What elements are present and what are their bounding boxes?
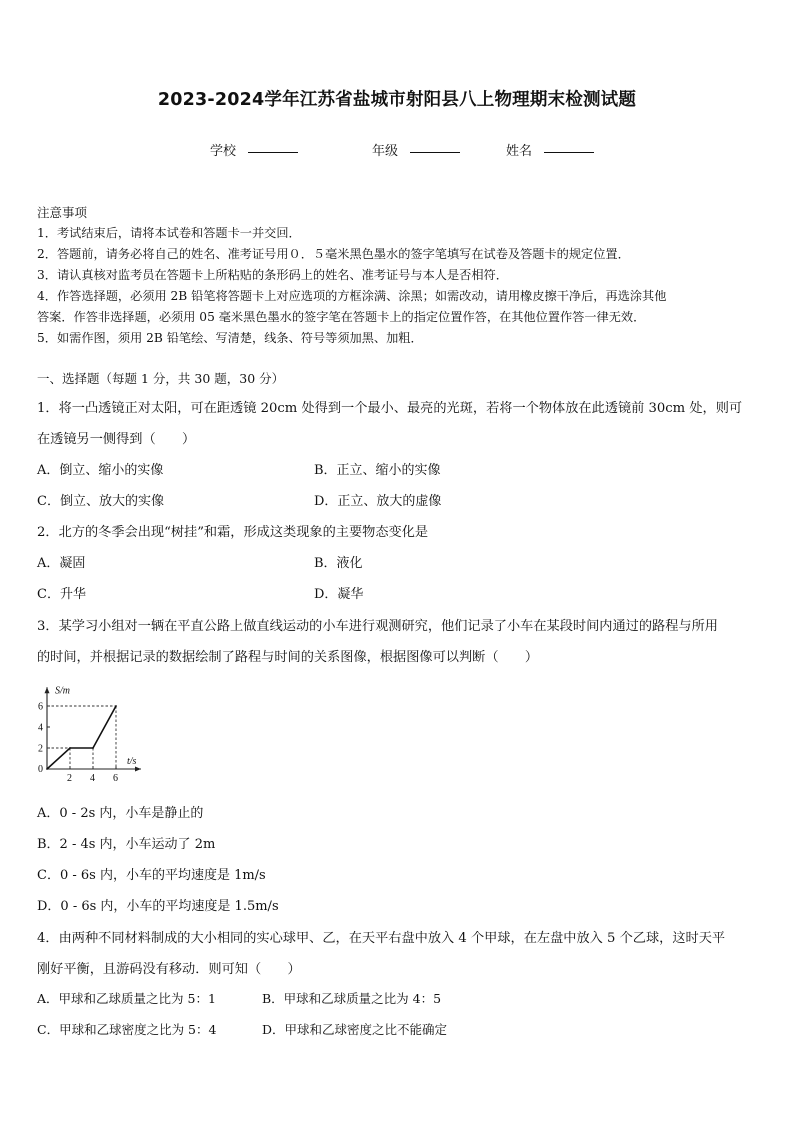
distance-time-chart bbox=[32, 672, 192, 782]
notice-item: 1．考试结束后，请将本试卷和答题卡一并交回． bbox=[37, 226, 301, 240]
y-tick-label: 6 bbox=[38, 701, 43, 713]
y-tick-label: 4 bbox=[38, 722, 43, 734]
notice-item: 答案．作答非选择题，必须用 05 毫米黑色墨水的签字笔在答题卡上的指定位置作答，在其他位置作答一律无效． bbox=[37, 310, 646, 324]
distance-time-line bbox=[47, 706, 116, 769]
y-axis-label: S/m bbox=[55, 685, 70, 697]
q2-option-a: A．凝固 bbox=[37, 556, 86, 571]
notice-item: 3．请认真核对监考员在答题卡上所粘贴的条形码上的姓名、准考证号与本人是否相符． bbox=[37, 268, 508, 282]
q1-option-a: A．倒立、缩小的实像 bbox=[37, 463, 164, 478]
school-label: 学校 bbox=[210, 144, 237, 159]
y-tick-label: 2 bbox=[38, 743, 43, 755]
notice-item: 2．答题前，请务必将自己的姓名、准考证号用０．５毫米黑色墨水的签字笔填写在试卷及答题卡的规定位置． bbox=[37, 247, 630, 261]
grade-label: 年级 bbox=[372, 144, 399, 159]
x-tick-label: 6 bbox=[113, 773, 118, 782]
name-blank bbox=[544, 140, 594, 153]
page-title: 2023-2024学年江苏省盐城市射阳县八上物理期末检测试题 bbox=[157, 90, 637, 110]
q3-option-b: B．2 - 4s 内，小车运动了 2m bbox=[37, 837, 216, 852]
q2-option-c: C．升华 bbox=[37, 587, 86, 602]
q2-option-d: D．凝华 bbox=[314, 587, 364, 602]
q1-option-d: D．正立、放大的虚像 bbox=[314, 494, 442, 509]
notice-item: 4．作答选择题，必须用 2B 铅笔将答题卡上对应选项的方框涂满、涂黑；如需改动，请用橡皮擦干净后，再选涂其他 bbox=[37, 289, 667, 303]
x-tick-label: 4 bbox=[90, 773, 95, 782]
question-3-text: 3．某学习小组对一辆在平直公路上做直线运动的小车进行观测研究，他们记录了小车在某段时间内通过的路程与所用 bbox=[37, 619, 718, 634]
q4-option-b: B．甲球和乙球质量之比为 4：5 bbox=[262, 991, 442, 1006]
school-field bbox=[210, 140, 236, 159]
data-point bbox=[92, 747, 94, 749]
q3-option-a: A．0 - 2s 内，小车是静止的 bbox=[37, 806, 204, 821]
data-point bbox=[115, 705, 117, 707]
grade-blank bbox=[410, 140, 460, 153]
question-2-text: 2．北方的冬季会出现“树挂”和霜，形成这类现象的主要物态变化是 bbox=[37, 525, 429, 540]
grade-field bbox=[372, 140, 398, 159]
name-label: 姓名 bbox=[506, 144, 533, 159]
x-axis-arrow bbox=[135, 767, 141, 772]
q1-option-b: B．正立、缩小的实像 bbox=[314, 463, 441, 478]
data-point bbox=[69, 747, 71, 749]
school-blank bbox=[248, 140, 298, 153]
x-tick-label: 2 bbox=[67, 773, 72, 782]
q4-option-a: A．甲球和乙球质量之比为 5：1 bbox=[37, 991, 216, 1006]
q1-option-c: C．倒立、放大的实像 bbox=[37, 494, 164, 509]
question-1-text: 1．将一凸透镜正对太阳，可在距透镜 20cm 处得到一个最小、最亮的光斑，若将一个物体放在此透镜前 30cm 处，则可 bbox=[37, 401, 743, 416]
q2-option-b: B．液化 bbox=[314, 556, 363, 571]
data-point bbox=[46, 768, 48, 770]
notice-heading: 注意事项 bbox=[37, 205, 88, 220]
q4-option-c: C．甲球和乙球密度之比为 5：4 bbox=[37, 1022, 217, 1037]
chart-series bbox=[46, 705, 117, 770]
x-tick-label: 0 bbox=[38, 764, 43, 775]
q3-option-d: D．0 - 6s 内，小车的平均速度是 1.5m/s bbox=[37, 899, 279, 914]
notice-item: 5．如需作图，须用 2B 铅笔绘、写清楚，线条、符号等须加黑、加粗． bbox=[37, 331, 423, 345]
question-4-text: 4．由两种不同材料制成的大小相同的实心球甲、乙，在天平右盘中放入 4 个甲球，在左盘中放入 5 个乙球，这时天平 bbox=[37, 931, 726, 946]
y-axis-arrow bbox=[45, 687, 50, 693]
question-1-text-cont: 在透镜另一侧得到（ ） bbox=[37, 432, 196, 447]
x-axis-label: t/s bbox=[127, 756, 137, 767]
q3-option-c: C．0 - 6s 内，小车的平均速度是 1m/s bbox=[37, 868, 266, 883]
chart-labels bbox=[38, 685, 137, 782]
question-3-text-cont: 的时间，并根据记录的数据绘制了路程与时间的关系图像，根据图像可以判断（ ） bbox=[37, 650, 539, 665]
q4-option-d: D．甲球和乙球密度之比不能确定 bbox=[262, 1022, 448, 1037]
name-field bbox=[506, 140, 532, 159]
question-4-text-cont: 刚好平衡，且游码没有移动．则可知（ ） bbox=[37, 962, 301, 977]
section-heading: 一、选择题（每题 1 分，共 30 题，30 分） bbox=[37, 371, 285, 386]
